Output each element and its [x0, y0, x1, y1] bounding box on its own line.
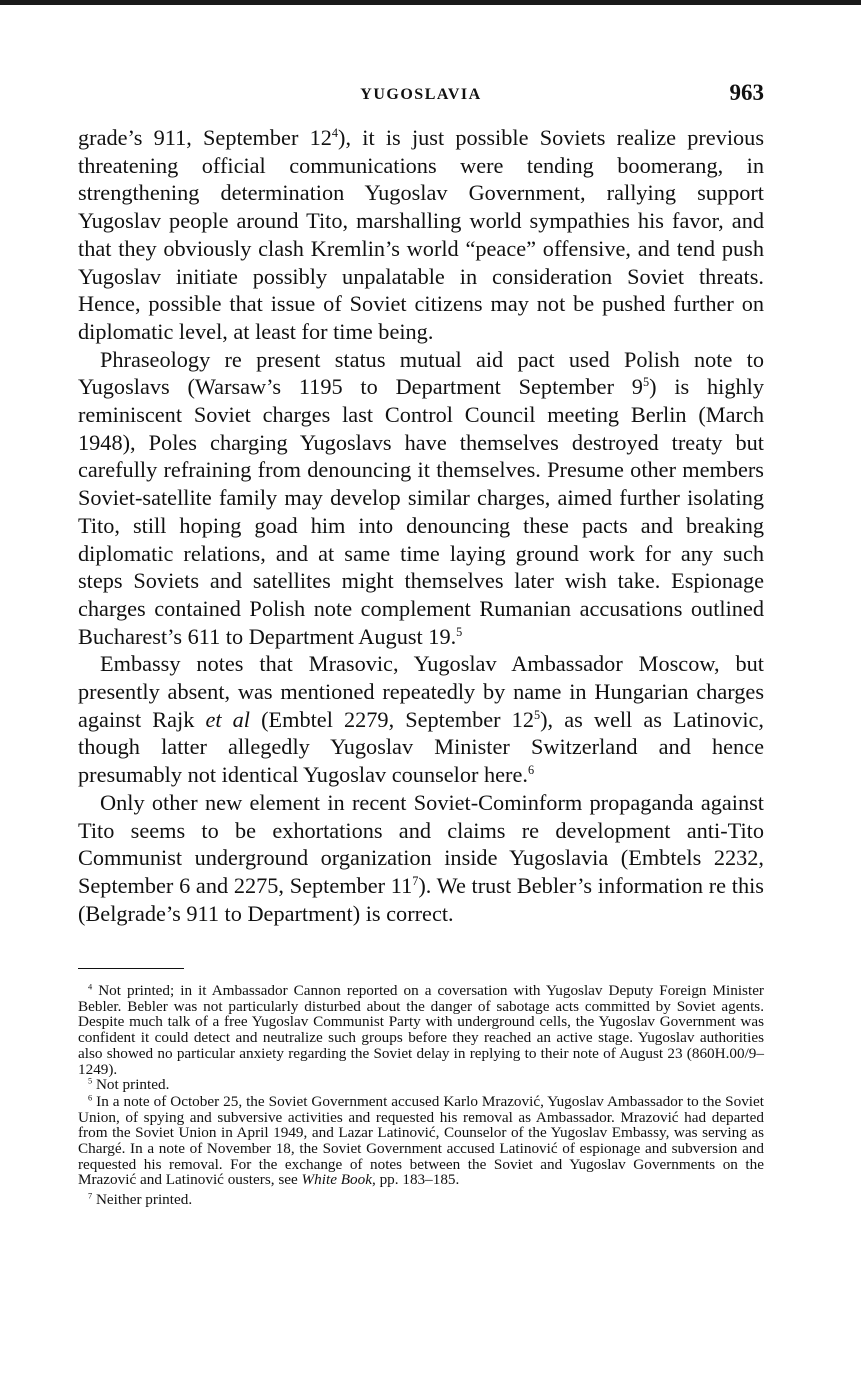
- italic-text: White Book: [301, 1171, 372, 1189]
- footnote-6: [78, 1094, 764, 1188]
- text-run: Phraseology re present status mutual aid pact used Polish note to Yugoslavs (Warsaw’s 1195 to Department September 9: [78, 346, 764, 400]
- footnote-ref: 5: [533, 707, 541, 722]
- footnote-ref: 7: [412, 874, 419, 889]
- footnote-7: [78, 1192, 764, 1208]
- text-run: ), as well as Latinovic, though latter allegedly Yugoslav Minister Switzerland and hence presumably not identical Yugoslav counselor here.: [78, 706, 765, 788]
- footnote-4: [78, 983, 764, 1077]
- text-run: (Embtel 2279, September 12: [249, 706, 534, 732]
- paragraph-2: [78, 346, 764, 651]
- footnote-text: Not printed.: [92, 1076, 170, 1094]
- paragraph-4: [78, 789, 764, 928]
- footnote-ref: 4: [331, 126, 339, 141]
- footnote-text: Not printed; in it Ambassador Cannon reported on a coversation with Yugoslav Deputy Foreign Minister Bebler. Bebler was not particularly disturbed about the danger of sabotage acts committed by Soviet agents. Despite much talk of a free Yugoslav Communist Party with underground cells, the Yugoslav Government was confident it could detect and neutralize such groups before they reached an active stage. Yugoslav authorities also showed no particular anxiety regarding the Soviet delay in replying to their note of August 23 (860H.00/9–1249).: [78, 982, 764, 1078]
- main-text: [78, 124, 764, 927]
- footnote-mark: 4: [88, 982, 93, 992]
- italic-text: et al: [205, 706, 250, 732]
- text-run: ). We trust Bebler’s information re this (Belgrade’s 911 to Department) is correct.: [78, 872, 764, 926]
- text-run: Only other new element in recent Soviet-Cominform propaganda against Tito seems to be exhortations and claims re development anti-Tito Communist underground organization inside Yugoslavia (Embtels 2232, September 6 and 2275, September 11: [78, 789, 764, 898]
- footnote-text: Neither printed.: [92, 1191, 193, 1209]
- page-header: [78, 80, 764, 110]
- footnote-text: In a note of October 25, the Soviet Government accused Karlo Mrazović, Yugoslav Ambassador to the Soviet Union, of spying and subversive activities and requested his removal as Ambassador. Mrazović had departed from the Soviet Union in April 1949, and Lazar Latinović, Counselor of the Yugoslav Embassy, was serving as Chargé. In a note of November 18, the Soviet Government accused Latinović of espionage and subversion and requested his removal. For the exchange of notes between the Soviet and Yugoslav Governments on the Mrazović and Latinović ousters, see: [78, 1092, 764, 1189]
- footnote-ref: 5: [642, 375, 650, 390]
- footnote-ref: 6: [527, 763, 535, 778]
- footnote-mark: 7: [88, 1191, 93, 1201]
- footnote-5: [78, 1077, 764, 1093]
- text-run: ) is highly reminiscent Soviet charges last Control Council meeting Berlin (March 1948), Poles charging Yugoslavs have themselves destroyed treaty but carefully refraining from denouncing it themselves. Presume other members Soviet-satellite family may develop similar charges, aimed further isolating Tito, still hoping goad him into denouncing these pacts and breaking diplomatic relations, and at same time laying ground work for any such steps Soviets and satellites might themselves later wish take. Espionage charges contained Polish note complement Rumanian accusations outlined Bucharest’s 611 to Department August 19.: [78, 374, 764, 649]
- paragraph-3: [78, 650, 764, 789]
- text-run: Embassy notes that Mrasovic, Yugoslav Ambassador Moscow, but presently absent, was mentioned repeatedly by name in Hungarian charges against Rajk: [78, 651, 764, 732]
- paragraph-1: [78, 124, 764, 346]
- top-border: [0, 0, 861, 5]
- footnote-mark: 6: [88, 1093, 93, 1103]
- footnotes: [78, 983, 764, 1208]
- footnote-divider: [78, 968, 184, 969]
- footnote-mark: 5: [88, 1076, 93, 1086]
- text-run: ), it is just possible Soviets realize previous threatening official communications were tending boomerang, in strengthening determination Yugoslav Government, rallying support Yugoslav people around Tito, marshalling world sympathies his favor, and that they obviously clash Kremlin’s world “peace” offensive, and tend push Yugoslav initiate possibly unpalatable in consideration Soviet threats. Hence, possible that issue of Soviet citizens may not be pushed further on diplomatic level, at least for time being.: [78, 125, 764, 344]
- page-number: 963: [729, 80, 764, 105]
- running-head: YUGOSLAVIA: [360, 86, 482, 103]
- footnote-ref: 5: [456, 624, 463, 639]
- footnote-text: , pp. 183–185.: [371, 1171, 460, 1189]
- text-run: grade’s 911, September 12: [78, 125, 332, 150]
